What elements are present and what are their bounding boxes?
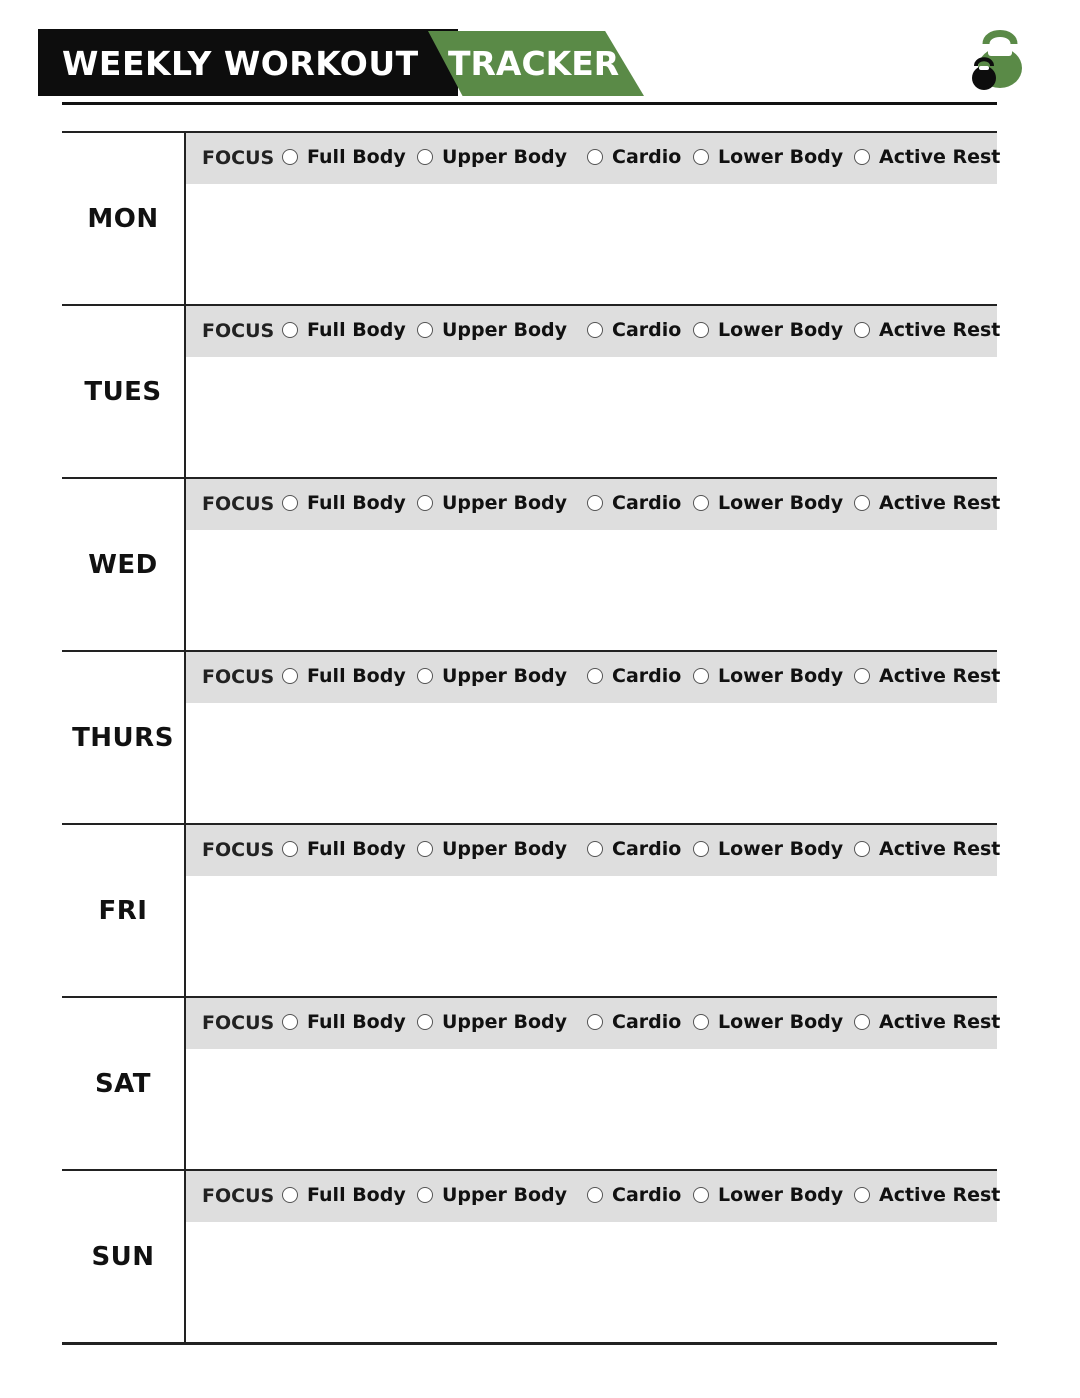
day-row: [62, 304, 1001, 477]
focus-option[interactable]: [854, 492, 1000, 514]
radio-button[interactable]: [282, 322, 298, 338]
focus-option[interactable]: [417, 492, 567, 514]
workout-notes-area[interactable]: [186, 184, 997, 304]
focus-option[interactable]: [587, 1184, 681, 1206]
day-row: [62, 650, 1001, 823]
focus-option[interactable]: [587, 492, 681, 514]
focus-option[interactable]: [587, 838, 681, 860]
day-row: [62, 1169, 1001, 1345]
focus-option[interactable]: [417, 146, 567, 168]
focus-option[interactable]: [854, 665, 1000, 687]
focus-option-label: Lower Body: [718, 1011, 844, 1033]
weekly-tracker-table: [62, 131, 1001, 1345]
focus-option-label: Full Body: [307, 492, 406, 514]
focus-bar: [186, 133, 1001, 184]
focus-label: FOCUS: [202, 320, 275, 342]
radio-button[interactable]: [587, 1014, 603, 1030]
focus-option[interactable]: [282, 319, 406, 341]
radio-button[interactable]: [587, 1187, 603, 1203]
focus-option[interactable]: [693, 1184, 843, 1206]
day-label: WED: [88, 549, 158, 580]
day-label: SUN: [91, 1241, 155, 1272]
focus-option-label: Full Body: [307, 319, 406, 341]
focus-label: FOCUS: [202, 1185, 275, 1207]
focus-option-label: Upper Body: [442, 1011, 568, 1033]
focus-option-label: Upper Body: [442, 146, 568, 168]
focus-option[interactable]: [587, 319, 681, 341]
day-label: THURS: [72, 722, 174, 753]
radio-button[interactable]: [693, 841, 709, 857]
radio-button[interactable]: [417, 322, 433, 338]
focus-option[interactable]: [693, 1011, 843, 1033]
radio-button[interactable]: [417, 1014, 433, 1030]
focus-option-label: Cardio: [612, 838, 682, 860]
focus-option-label: Lower Body: [718, 319, 844, 341]
radio-button[interactable]: [282, 668, 298, 684]
radio-button[interactable]: [854, 668, 870, 684]
focus-option[interactable]: [417, 1184, 567, 1206]
focus-option[interactable]: [693, 146, 843, 168]
focus-bar: [186, 306, 1001, 357]
focus-option[interactable]: [693, 319, 843, 341]
focus-option[interactable]: [282, 665, 406, 687]
focus-option-label: Active Rest: [879, 838, 1001, 860]
radio-button[interactable]: [587, 495, 603, 511]
focus-option[interactable]: [854, 1011, 1000, 1033]
radio-button[interactable]: [282, 841, 298, 857]
focus-label: FOCUS: [202, 1012, 275, 1034]
radio-button[interactable]: [693, 668, 709, 684]
focus-option[interactable]: [587, 146, 681, 168]
radio-button[interactable]: [587, 149, 603, 165]
day-row: [62, 131, 1001, 304]
focus-option[interactable]: [282, 1011, 406, 1033]
focus-option[interactable]: [693, 665, 843, 687]
focus-option[interactable]: [417, 665, 567, 687]
focus-option-label: Lower Body: [718, 492, 844, 514]
radio-button[interactable]: [417, 149, 433, 165]
focus-bar: [186, 652, 1001, 703]
focus-option-label: Full Body: [307, 1011, 406, 1033]
radio-button[interactable]: [417, 1187, 433, 1203]
focus-option-label: Cardio: [612, 1011, 682, 1033]
radio-button[interactable]: [417, 841, 433, 857]
focus-bar: [186, 998, 1001, 1049]
focus-option-label: Cardio: [612, 146, 682, 168]
focus-option-label: Cardio: [612, 492, 682, 514]
focus-option[interactable]: [417, 319, 567, 341]
focus-option[interactable]: [282, 1184, 406, 1206]
workout-notes-area[interactable]: [186, 876, 997, 996]
focus-bar: [186, 825, 1001, 876]
radio-button[interactable]: [282, 1187, 298, 1203]
focus-option[interactable]: [417, 1011, 567, 1033]
workout-notes-area[interactable]: [186, 530, 997, 650]
focus-option-label: Lower Body: [718, 838, 844, 860]
radio-button[interactable]: [282, 1014, 298, 1030]
radio-button[interactable]: [854, 495, 870, 511]
focus-option[interactable]: [693, 492, 843, 514]
focus-option-label: Cardio: [612, 665, 682, 687]
radio-button[interactable]: [854, 149, 870, 165]
day-row: [62, 823, 1001, 996]
page-title-accent: TRACKER: [448, 44, 620, 83]
focus-option-label: Active Rest: [879, 665, 1001, 687]
focus-option-label: Active Rest: [879, 1011, 1001, 1033]
focus-option[interactable]: [587, 1011, 681, 1033]
focus-option-label: Upper Body: [442, 319, 568, 341]
focus-option-label: Active Rest: [879, 1184, 1001, 1206]
focus-option-label: Active Rest: [879, 319, 1001, 341]
day-row: [62, 477, 1001, 650]
workout-notes-area[interactable]: [186, 1049, 997, 1169]
radio-button[interactable]: [587, 668, 603, 684]
focus-label: FOCUS: [202, 839, 275, 861]
focus-option[interactable]: [282, 492, 406, 514]
focus-option-label: Active Rest: [879, 146, 1001, 168]
radio-button[interactable]: [693, 322, 709, 338]
focus-label: FOCUS: [202, 493, 275, 515]
focus-option-label: Active Rest: [879, 492, 1001, 514]
radio-button[interactable]: [693, 495, 709, 511]
radio-button[interactable]: [854, 841, 870, 857]
workout-notes-area[interactable]: [186, 357, 997, 477]
workout-notes-area[interactable]: [186, 1222, 997, 1342]
day-label: SAT: [94, 1068, 152, 1099]
focus-option-label: Full Body: [307, 665, 406, 687]
focus-label: FOCUS: [202, 666, 275, 688]
title-divider: [62, 102, 997, 105]
day-row: [62, 996, 1001, 1169]
focus-option[interactable]: [282, 146, 406, 168]
radio-button[interactable]: [417, 495, 433, 511]
focus-option[interactable]: [282, 838, 406, 860]
workout-notes-area[interactable]: [186, 703, 997, 823]
focus-option-label: Upper Body: [442, 1184, 568, 1206]
focus-option-label: Lower Body: [718, 146, 844, 168]
day-label: FRI: [98, 895, 148, 926]
radio-button[interactable]: [693, 1014, 709, 1030]
radio-button[interactable]: [693, 1187, 709, 1203]
focus-option-label: Full Body: [307, 146, 406, 168]
focus-option-label: Upper Body: [442, 665, 568, 687]
radio-button[interactable]: [693, 149, 709, 165]
focus-option[interactable]: [417, 838, 567, 860]
radio-button[interactable]: [587, 322, 603, 338]
focus-option[interactable]: [854, 838, 1000, 860]
focus-option[interactable]: [854, 1184, 1000, 1206]
radio-button[interactable]: [417, 668, 433, 684]
day-label: TUES: [84, 376, 162, 407]
kettlebell-icon: [968, 26, 1028, 96]
focus-option-label: Cardio: [612, 1184, 682, 1206]
day-label: MON: [87, 203, 159, 234]
radio-button[interactable]: [282, 149, 298, 165]
radio-button[interactable]: [854, 322, 870, 338]
focus-option-label: Full Body: [307, 1184, 406, 1206]
focus-option-label: Lower Body: [718, 665, 844, 687]
page-title: WEEKLY WORKOUT: [62, 44, 419, 83]
focus-option[interactable]: [587, 665, 681, 687]
radio-button[interactable]: [282, 495, 298, 511]
focus-option-label: Full Body: [307, 838, 406, 860]
focus-option-label: Cardio: [612, 319, 682, 341]
radio-button[interactable]: [854, 1014, 870, 1030]
focus-bar: [186, 479, 1001, 530]
focus-label: FOCUS: [202, 147, 275, 169]
focus-option[interactable]: [854, 319, 1000, 341]
radio-button[interactable]: [587, 841, 603, 857]
focus-option[interactable]: [693, 838, 843, 860]
focus-option-label: Lower Body: [718, 1184, 844, 1206]
focus-option-label: Upper Body: [442, 492, 568, 514]
focus-option-label: Upper Body: [442, 838, 568, 860]
focus-option[interactable]: [854, 146, 1000, 168]
focus-bar: [186, 1171, 1001, 1222]
radio-button[interactable]: [854, 1187, 870, 1203]
